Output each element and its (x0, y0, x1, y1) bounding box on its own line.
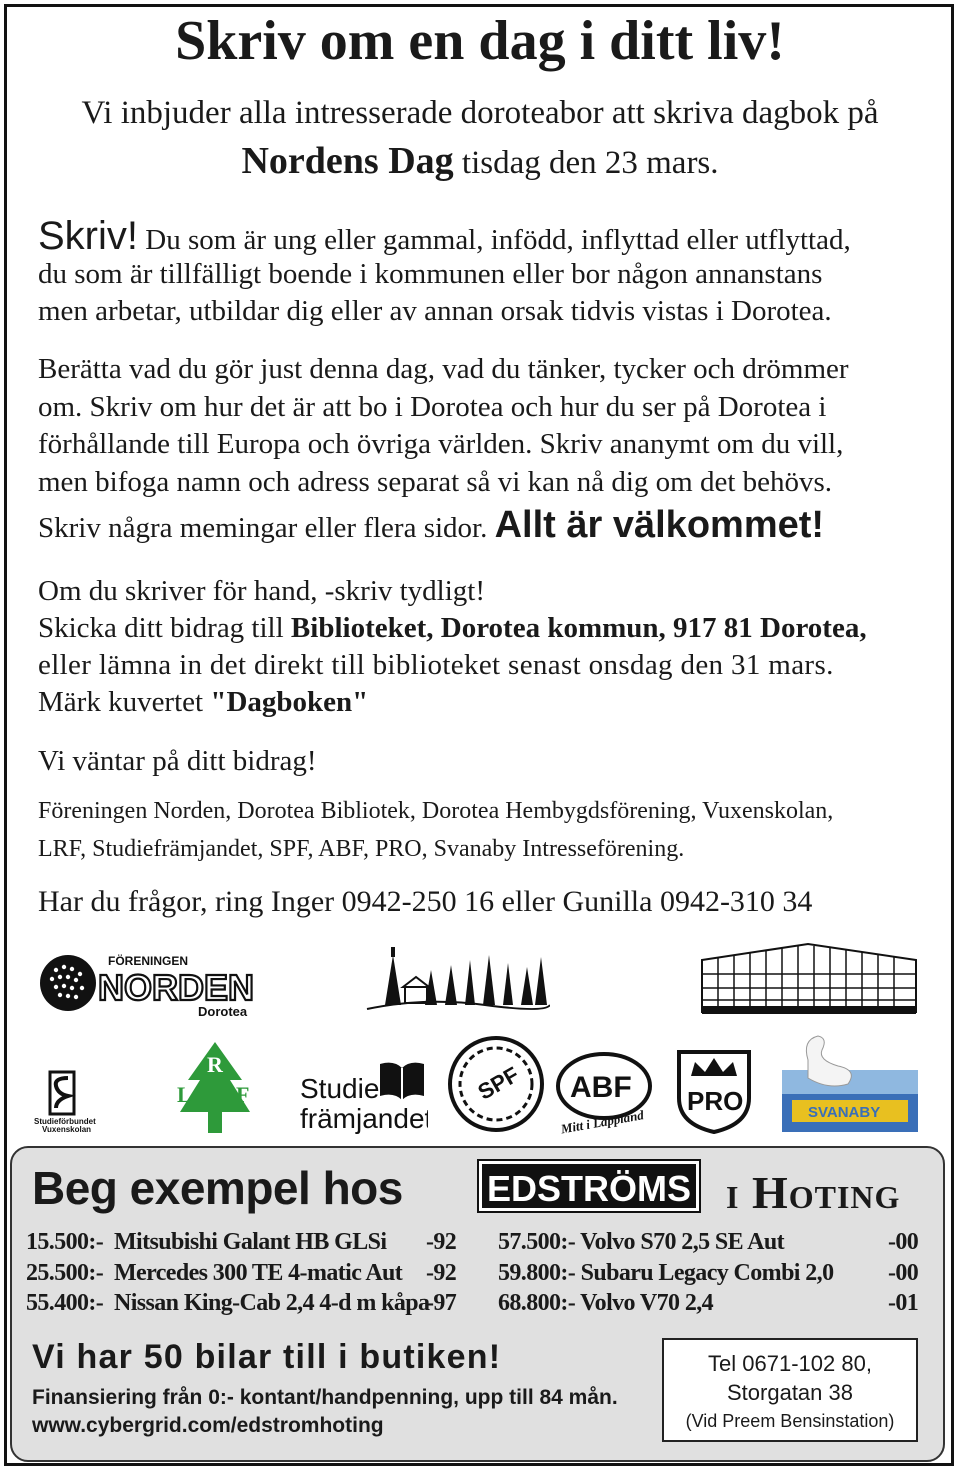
norden-main-text: NORDEN (98, 967, 255, 1008)
library-building-drawing (698, 940, 920, 1018)
intro-line-1: Vi inbjuder alla intresserade doroteabor att skriva dagbok på (81, 95, 879, 131)
paragraph-1-line-2: du som är tillfälligt boende i kommunen eller bor någon annanstans (38, 258, 823, 290)
sv-sub-2: Vuxenskolan (42, 1125, 92, 1134)
car-price-model: 59.800:- Subaru Legacy Combi 2,0 (498, 1260, 834, 1286)
studieframjandet-logo (298, 1056, 428, 1136)
edstroms-logo: EDSTRÖMS (479, 1161, 699, 1211)
car-price-model: 57.500:- Volvo S70 2,5 SE Aut (498, 1229, 784, 1255)
svanaby-text: SVANABY (808, 1104, 881, 1121)
p1-text: Du som är ung eller gammal, infödd, inflyttad eller utflyttad, (138, 224, 851, 256)
car-year: -00 (888, 1229, 919, 1255)
car-row (498, 1227, 784, 1257)
car-row (26, 1258, 466, 1288)
norden-logo (38, 950, 263, 1020)
car-price: 15.500:- (26, 1229, 104, 1255)
questions-line: Har du frågor, ring Inger 0942-250 16 eller Gunilla 0942-310 34 (38, 885, 813, 918)
pro-text: PRO (687, 1086, 744, 1116)
norden-sub-text: Dorotea (198, 1004, 248, 1019)
car-model: Mercedes 300 TE 4-matic Aut (114, 1260, 403, 1286)
intro-line-2 (0, 140, 960, 184)
lrf-r: R (207, 1052, 223, 1077)
hand-note: Om du skriver för hand, -skriv tydligt! (38, 575, 486, 607)
car-year: -97 (426, 1290, 457, 1316)
lrf-l: L (177, 1082, 192, 1107)
send-line (38, 610, 867, 648)
send-text: Skicka ditt bidrag till (38, 612, 291, 644)
pro-logo (675, 1048, 753, 1134)
abf-sub: Mitt i Lappland (559, 1107, 645, 1134)
waiting-line: Vi väntar på ditt bidrag! (38, 745, 317, 777)
paragraph-2-line-4: men bifoga namn och adress separat så vi kan nå dig om det behövs. (38, 466, 833, 498)
car-model: Mitsubishi Galant HB GLSi (114, 1229, 387, 1255)
sv-sub-1: Studieförbundet (34, 1117, 96, 1126)
p2-l5-text: Skriv några memingar eller flera sidor. (38, 512, 495, 544)
car-year: -92 (426, 1260, 457, 1286)
orgs-line-2: LRF, Studiefrämjandet, SPF, ABF, PRO, Svanaby Intresseförening. (38, 836, 685, 862)
ad-headline: Beg exempel hos (32, 1162, 403, 1214)
abf-logo (554, 1050, 654, 1134)
intro-rest: tisdag den 23 mars. (453, 145, 719, 181)
send-address: Biblioteket, Dorotea kommun, 917 81 Dorotea, (290, 612, 867, 644)
car-price: 25.500:- (26, 1260, 104, 1286)
leave-line: eller lämna in det direkt till biblioteket senast onsdag den 31 mars. (38, 649, 834, 681)
paragraph-1-line-3: men arbetar, utbildar dig eller av annan orsak tidvis vistas i Dorotea. (38, 295, 832, 327)
paragraph-2-line-2: om. Skriv om hur det är att bo i Dorotea och hur du ser på Dorotea i (38, 391, 827, 423)
spf-logo (447, 1034, 545, 1134)
mark-line (38, 684, 368, 722)
ad-address: Storgatan 38 (727, 1380, 853, 1405)
skriv-heading: Skriv! (38, 214, 138, 258)
page-title: Skriv om en dag i ditt liv! (175, 10, 785, 72)
lrf-f: F (236, 1082, 250, 1107)
intro-bold: Nordens Dag (241, 140, 454, 182)
car-row (26, 1227, 466, 1257)
ad-stock-line: Vi har 50 bilar till i butiken! (32, 1338, 502, 1376)
mark-bold: "Dagboken" (210, 686, 369, 718)
car-row (26, 1288, 466, 1318)
paragraph-1-line-1 (38, 214, 851, 260)
paragraph-2-line-3: förhållande till Europa och övriga världen. Skriv ananymt om du vill, (38, 428, 844, 460)
car-year: -00 (888, 1260, 919, 1286)
studie-text-1: Studie (300, 1073, 380, 1104)
ad-location: i Hoting (726, 1167, 901, 1218)
spf-text: SPF (473, 1061, 524, 1105)
car-year: -92 (426, 1229, 457, 1255)
orgs-line-1: Föreningen Norden, Dorotea Bibliotek, Dorotea Hembygdsförening, Vuxenskolan, (38, 798, 834, 824)
mark-text: Märk kuvertet (38, 686, 211, 718)
abf-text: ABF (570, 1071, 632, 1104)
allt-valkommet: Allt är välkommet! (494, 504, 825, 546)
ad-location-note: (Vid Preem Bensinstation) (685, 1411, 895, 1431)
lrf-logo (160, 1040, 270, 1135)
svanaby-logo (778, 1030, 920, 1134)
hembygd-drawing (365, 935, 550, 1015)
car-model: Nissan King-Cab 2,4 4-d m kåpa (114, 1290, 430, 1316)
car-row (498, 1258, 833, 1288)
ad-website-link[interactable]: www.cybergrid.com/edstromhoting (32, 1414, 384, 1437)
ad-phone: Tel 0671-102 80, (708, 1351, 872, 1376)
car-year: -01 (888, 1290, 919, 1316)
norden-top-text: FÖRENINGEN (108, 954, 189, 968)
ad-financing: Finansiering från 0:- kontant/handpenning, upp till 84 mån. (32, 1386, 618, 1409)
paragraph-2-line-1: Berätta vad du gör just denna dag, vad du tänker, tycker och drömmer (38, 353, 849, 385)
paragraph-2-line-5 (38, 504, 825, 548)
vuxenskolan-logo (34, 1070, 100, 1134)
car-price: 55.400:- (26, 1290, 104, 1316)
contact-box (662, 1338, 918, 1442)
car-price-model: 68.800:- Volvo V70 2,4 (498, 1290, 714, 1316)
studie-text-2: främjandet (300, 1103, 428, 1134)
car-row (498, 1288, 713, 1318)
